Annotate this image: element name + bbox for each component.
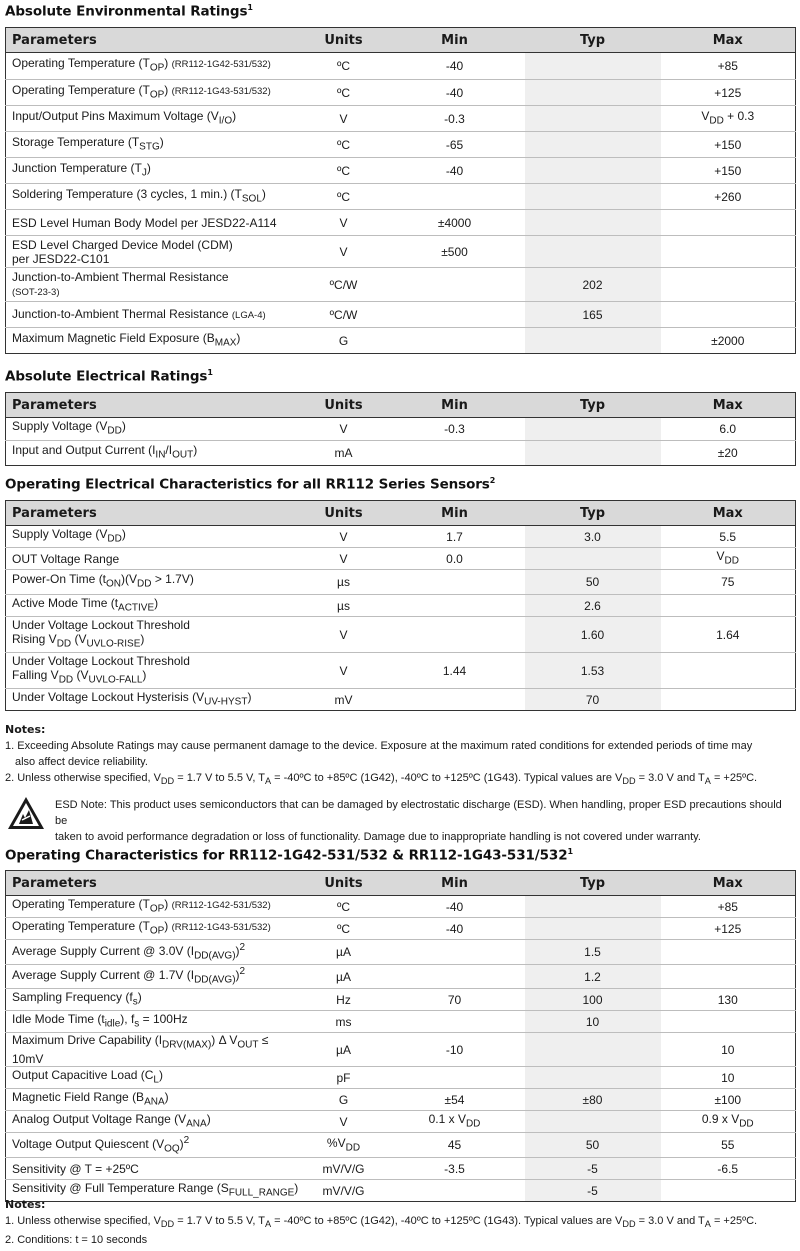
notes-block-2 [5, 1197, 795, 1248]
cell-units: ºC/W [303, 268, 385, 302]
column-header-units: Units [303, 28, 385, 53]
cell-min: -65 [385, 132, 525, 158]
cell-units: V [303, 210, 385, 236]
section-title-operating-characteristics: Operating Characteristics for RR112-1G42-531/532 & $RR112-1G43-531/532^1$ [5, 847, 573, 864]
column-header-typ: Typ [525, 871, 661, 896]
table-row [6, 1011, 796, 1033]
table-row [6, 570, 796, 595]
cell-parameter: Under Voltage Lockout Hysterisis $(V_{UV-HYST})$ [12, 689, 252, 708]
section-title-environmental: Absolute Environmental Ratings$^1$ [5, 3, 253, 20]
column-header-units: Units [303, 393, 385, 418]
table-row [6, 1033, 796, 1067]
operating-characteristics-table [5, 870, 796, 1202]
column-header-parameters: Parameters [6, 28, 303, 53]
cell-typ [525, 236, 661, 268]
cell-typ: 3.0 [525, 526, 661, 548]
cell-typ: 1.53 [525, 653, 661, 689]
cell-typ: 1.60 [525, 617, 661, 653]
cell-units: ºC [303, 184, 385, 210]
cell-max: ±100 [661, 1089, 796, 1111]
cell-parameter: Power-On Time $(t_{ON})(V_{DD} > 1.7V)$ [6, 570, 303, 595]
cell-units: V [303, 526, 385, 548]
cell-parameter: Storage Temperature $(T_{STG})$ [6, 132, 303, 158]
cell-units: ºC [303, 918, 385, 940]
cell-typ: 202 [525, 268, 661, 302]
cell-min [385, 617, 525, 653]
cell-units: mA [334, 446, 353, 460]
cell-units: µs [303, 570, 385, 595]
cell-typ: 1.2 [525, 965, 661, 989]
cell-parameter: Junction-to-Ambient Thermal Resistance (SOT-23-3) [6, 268, 303, 302]
table-row [6, 1089, 796, 1111]
notes-heading: Notes: [5, 1198, 46, 1211]
cell-parameter: Input and Output Current $(I_{IN}/I_{OUT})$ [12, 443, 198, 461]
column-header-max: Max [661, 501, 796, 526]
table-row [6, 132, 796, 158]
cell-units: µs [303, 595, 385, 617]
header-row [6, 28, 796, 53]
cell-typ: 50 [525, 1133, 661, 1158]
column-header-parameters: Parameters [6, 501, 303, 526]
table-row [6, 653, 796, 689]
cell-parameter: Average Supply Current @ 3.0V $(I_{DD(AVG)})^2$ [6, 940, 303, 965]
cell-parameter: OUT Voltage Range [6, 548, 303, 570]
cell-max [661, 268, 796, 302]
header-row [6, 393, 796, 418]
cell-parameter: Sensitivity @ T = +25ºC [6, 1158, 303, 1180]
esd-note [5, 794, 795, 843]
cell-parameter: Operating Temperature $(T_{OP})$ (RR112-1G42-531/532) [6, 896, 303, 918]
cell-typ: -5 [525, 1180, 661, 1202]
cell-min: -40 [385, 158, 525, 184]
cell-typ [525, 184, 661, 210]
table-row [6, 1133, 796, 1158]
notes-heading: Notes: [5, 723, 46, 736]
cell-min [385, 1067, 525, 1089]
column-header-min: Min [385, 393, 525, 418]
cell-max [661, 940, 796, 965]
cell-max [661, 595, 796, 617]
table-row [6, 965, 796, 989]
cell-min: -40 [385, 80, 525, 106]
cell-parameter: Maximum Drive Capability $(I_{DRV(MAX)})$ Δ $V_{OUT} \le 10mV$ [6, 1033, 303, 1067]
cell-min: -0.3 [385, 106, 525, 132]
column-header-typ: Typ [525, 393, 661, 418]
cell-min [385, 595, 525, 617]
column-header-max: Max [661, 393, 796, 418]
cell-typ [525, 441, 661, 466]
table-row [6, 595, 796, 617]
cell-max: +125 [661, 918, 796, 940]
cell-min [385, 302, 525, 328]
cell-parameter: Idle Mode Time $(t_{idle})$, $f_s = 100Hz$ [6, 1011, 303, 1033]
cell-max: ±2000 [711, 333, 745, 348]
note-1: 1. Unless otherwise specified, $V_{DD} = 1.7$ V to 5.5 V, $T_A$ = -40ºC to +85ºC (1G42), -40ºC to +125ºC (1G43). Typical values are $V_{DD} = 3.0$ V and $T_A$ = +25ºC. [5, 1215, 758, 1230]
cell-min [385, 689, 525, 711]
note-2: 2. Unless otherwise specified, $V_{DD} = 1.7$ V to 5.5 V, $T_A$ = -40ºC to +85ºC (1G42), -40ºC to +125ºC (1G43). Typical values are $V_{DD} = 3.0$ V and $T_A$ = +25ºC. [5, 772, 758, 787]
column-header-parameters: Parameters [6, 871, 303, 896]
cell-max: +85 [661, 896, 796, 918]
cell-min: ±500 [385, 236, 525, 268]
cell-max: 1.64 [661, 617, 796, 653]
cell-max: ±20 [717, 446, 738, 460]
table-row [6, 158, 796, 184]
cell-parameter: Voltage Output Quiescent $(V_{OQ})^2$ [6, 1133, 303, 1158]
table-row [6, 80, 796, 106]
cell-parameter: Sensitivity @ Full Temperature Range $(S_{FULL\_RANGE})$ [12, 1181, 299, 1199]
cell-units: ºC/W [303, 302, 385, 328]
cell-max: 5.5 [661, 526, 796, 548]
cell-units: ºC [303, 896, 385, 918]
table-row [6, 689, 796, 711]
cell-min: 0.0 [385, 548, 525, 570]
column-header-min: Min [385, 28, 525, 53]
cell-parameter: ESD Level Human Body Model per JESD22-A114 [6, 210, 303, 236]
cell-parameter: Analog Output Voltage Range $(V_{ANA})$ [6, 1111, 303, 1133]
cell-units: G [303, 1089, 385, 1111]
cell-parameter: Junction-to-Ambient Thermal Resistance (LGA-4) [6, 302, 303, 328]
cell-max [661, 689, 796, 711]
cell-parameter: ESD Level Charged Device Model (CDM) per JESD22-C101 [6, 236, 303, 268]
cell-max: 0.9 x $V_{DD}$ [661, 1111, 796, 1133]
cell-units: ºC [303, 80, 385, 106]
cell-units: mV [334, 692, 353, 707]
cell-min: -10 [385, 1033, 525, 1067]
notes-block-1 [5, 722, 795, 789]
cell-min: ±4000 [385, 210, 525, 236]
cell-units: pF [303, 1067, 385, 1089]
cell-units: V [303, 236, 385, 268]
cell-typ: 10 [525, 1011, 661, 1033]
cell-max [661, 302, 796, 328]
cell-parameter: Magnetic Field Range $(B_{ANA})$ [6, 1089, 303, 1111]
cell-parameter: Input/Output Pins Maximum Voltage $(V_{I/O})$ [6, 106, 303, 132]
cell-min: -40 [385, 918, 525, 940]
cell-max: 6.0 [661, 418, 796, 441]
column-header-min: Min [385, 871, 525, 896]
cell-typ [525, 418, 661, 441]
table-row [6, 328, 796, 354]
cell-max: +260 [661, 184, 796, 210]
cell-max: $V_{DD}$ [661, 548, 796, 570]
cell-max [661, 210, 796, 236]
cell-units: V [303, 653, 385, 689]
column-header-typ: Typ [525, 28, 661, 53]
cell-units: ºC [303, 132, 385, 158]
cell-min: -40 [385, 896, 525, 918]
cell-parameter: Average Supply Current @ 1.7V $(I_{DD(AVG)})^2$ [6, 965, 303, 989]
cell-parameter: Output Capacitive Load $(C_L)$ [6, 1067, 303, 1089]
table-row [6, 53, 796, 80]
cell-parameter: Supply Voltage $(V_{DD})$ [6, 418, 303, 441]
cell-units: ºC [303, 158, 385, 184]
cell-parameter: Junction Temperature $(T_J)$ [6, 158, 303, 184]
cell-typ [525, 132, 661, 158]
column-header-parameters: Parameters [6, 393, 303, 418]
cell-max: 130 [661, 989, 796, 1011]
cell-typ [525, 548, 661, 570]
table-row [6, 617, 796, 653]
cell-max: 10 [661, 1067, 796, 1089]
column-header-min: Min [385, 501, 525, 526]
cell-units: mV/V/G [303, 1158, 385, 1180]
cell-typ: ±80 [525, 1089, 661, 1111]
cell-max [661, 236, 796, 268]
cell-min: -0.3 [385, 418, 525, 441]
environmental-ratings-table [5, 27, 796, 354]
cell-max: +150 [661, 158, 796, 184]
cell-max: 55 [661, 1133, 796, 1158]
cell-typ: 70 [525, 689, 661, 711]
note-1: 1. Exceeding Absolute Ratings may cause permanent damage to the device. Exposure at the maximum rated conditions for extended periods of time may [5, 740, 753, 752]
table-row [6, 236, 796, 268]
cell-typ [525, 896, 661, 918]
cell-units: G [338, 333, 349, 348]
cell-min [385, 441, 525, 466]
note-1-continued: also affect device reliability. [15, 756, 148, 768]
cell-min: 1.7 [385, 526, 525, 548]
column-header-units: Units [303, 501, 385, 526]
cell-units: ºC [303, 53, 385, 80]
cell-parameter: Active Mode Time $(t_{ACTIVE})$ [6, 595, 303, 617]
cell-typ [525, 1067, 661, 1089]
cell-max [661, 965, 796, 989]
cell-max: $V_{DD} + 0.3$ [661, 106, 796, 132]
column-header-typ: Typ [525, 501, 661, 526]
header-row [6, 501, 796, 526]
cell-max: 10 [661, 1033, 796, 1067]
cell-parameter: Sampling Frequency $(f_s)$ [6, 989, 303, 1011]
cell-max: +150 [661, 132, 796, 158]
cell-min [385, 328, 525, 354]
cell-typ: 100 [525, 989, 661, 1011]
table-row [6, 1111, 796, 1133]
cell-parameter: Soldering Temperature (3 cycles, 1 min.) $(T_{SOL})$ [6, 184, 303, 210]
table-row [6, 1158, 796, 1180]
cell-typ [525, 1111, 661, 1133]
cell-units: Hz [303, 989, 385, 1011]
cell-units: V [303, 617, 385, 653]
esd-note-line-1: ESD Note: This product uses semiconductors that can be damaged by electrostatic discharge (ESD). When handling, proper ESD precautions should be [55, 799, 782, 827]
cell-units: $\%V_{DD}$ [303, 1133, 385, 1158]
cell-units: mV/V/G [322, 1183, 365, 1198]
cell-max [661, 653, 796, 689]
table-row [6, 526, 796, 548]
cell-min: -40 [385, 53, 525, 80]
table-row [6, 418, 796, 441]
section-title-electrical: Absolute Electrical Ratings$^1$ [5, 368, 213, 385]
cell-units: V [303, 106, 385, 132]
cell-min [385, 268, 525, 302]
cell-min [385, 1011, 525, 1033]
cell-min [385, 184, 525, 210]
esd-note-line-2: taken to avoid performance degradation or loss of functionality. Damage due to inappropriate handling is not covered under warranty. [55, 831, 701, 843]
cell-typ [525, 106, 661, 132]
cell-typ [525, 53, 661, 80]
cell-units: µA [303, 1033, 385, 1067]
cell-typ [525, 328, 661, 354]
cell-typ: 1.5 [525, 940, 661, 965]
column-header-max: Max [661, 871, 796, 896]
table-row [6, 302, 796, 328]
cell-min: 0.1 x $V_{DD}$ [385, 1111, 525, 1133]
table-row [6, 989, 796, 1011]
cell-min: -3.5 [385, 1158, 525, 1180]
cell-parameter: Under Voltage Lockout Threshold Rising $V_{DD}$ $(V_{UVLO-RISE})$ [6, 617, 303, 653]
note-2: 2. Conditions: t = 10 seconds [5, 1234, 148, 1247]
table-row [6, 896, 796, 918]
table-row [6, 441, 796, 466]
cell-min [385, 570, 525, 595]
table-row [6, 210, 796, 236]
table-row [6, 1067, 796, 1089]
cell-parameter: Operating Temperature $(T_{OP})$ (RR112-1G42-531/532) [6, 53, 303, 80]
cell-typ [525, 918, 661, 940]
cell-min: 70 [385, 989, 525, 1011]
cell-typ: -5 [525, 1158, 661, 1180]
cell-min [385, 965, 525, 989]
table-row [6, 940, 796, 965]
cell-units: µA [303, 940, 385, 965]
cell-units: µA [303, 965, 385, 989]
cell-typ [525, 80, 661, 106]
table-row [6, 268, 796, 302]
cell-units: ms [303, 1011, 385, 1033]
cell-units: V [303, 548, 385, 570]
cell-parameter: Under Voltage Lockout Threshold Falling $V_{DD}$ $(V_{UVLO-FALL})$ [6, 653, 303, 689]
table-row [6, 184, 796, 210]
cell-min: 45 [385, 1133, 525, 1158]
section-title-operating-electrical: Operating Electrical Characteristics for all RR112 Series Sensors$^2$ [5, 476, 496, 493]
operating-electrical-table [5, 500, 796, 711]
cell-max: -6.5 [661, 1158, 796, 1180]
column-header-max: Max [661, 28, 796, 53]
cell-typ [525, 158, 661, 184]
cell-max: +125 [661, 80, 796, 106]
cell-parameter: Operating Temperature $(T_{OP})$ (RR112-1G43-531/532) [6, 80, 303, 106]
header-row [6, 871, 796, 896]
cell-parameter: Supply Voltage $(V_{DD})$ [6, 526, 303, 548]
cell-typ: 2.6 [525, 595, 661, 617]
cell-min: 1.44 [385, 653, 525, 689]
cell-units: V [303, 418, 385, 441]
cell-min: ±54 [385, 1089, 525, 1111]
cell-min [385, 940, 525, 965]
cell-typ [525, 1033, 661, 1067]
table-row [6, 548, 796, 570]
cell-max [661, 1011, 796, 1033]
cell-typ: 165 [525, 302, 661, 328]
cell-typ [525, 210, 661, 236]
cell-max: 75 [661, 570, 796, 595]
cell-parameter: Operating Temperature $(T_{OP})$ (RR112-1G43-531/532) [6, 918, 303, 940]
cell-max: +85 [661, 53, 796, 80]
cell-typ: 50 [525, 570, 661, 595]
cell-units: V [303, 1111, 385, 1133]
table-row [6, 918, 796, 940]
electrical-ratings-table [5, 392, 796, 466]
table-row [6, 106, 796, 132]
esd-warning-icon [7, 796, 45, 830]
cell-parameter: Maximum Magnetic Field Exposure $(B_{MAX})$ [12, 330, 241, 349]
column-header-units: Units [303, 871, 385, 896]
